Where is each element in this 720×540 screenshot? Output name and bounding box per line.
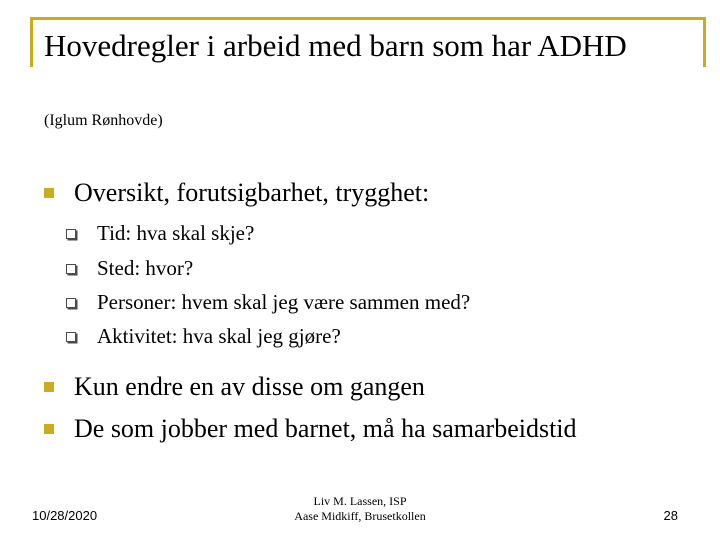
slide-subtitle: (Iglum Rønhovde) <box>44 112 163 129</box>
title-frame-top-rule <box>30 17 706 20</box>
title-frame-left-rule <box>30 17 33 67</box>
bullet-item-change-one: Kun endre en av disse om gangen <box>74 372 425 401</box>
footer-author-line2: Aase Midkiff, Brusetkollen <box>294 509 426 523</box>
hollow-square-bullet-icon <box>66 298 76 308</box>
hollow-square-bullet-icon <box>66 264 76 274</box>
slide-title: Hovedregler i arbeid med barn som har ADHD <box>44 28 627 63</box>
hollow-square-bullet-icon <box>66 229 76 239</box>
sub-bullet-persons: Personer: hvem skal jeg være sammen med? <box>97 290 471 314</box>
filled-square-bullet-icon <box>44 424 54 434</box>
footer-author-line1: Liv M. Lassen, ISP <box>313 494 407 508</box>
title-frame-right-rule <box>703 17 706 67</box>
bullet-item-collaboration: De som jobber med barnet, må ha samarbeidstid <box>74 414 577 443</box>
filled-square-bullet-icon <box>44 382 54 392</box>
footer-date: 10/28/2020 <box>32 508 98 523</box>
hollow-square-bullet-icon <box>66 332 76 342</box>
bullet-item-overview: Oversikt, forutsigbarhet, trygghet: <box>74 178 430 207</box>
sub-bullet-place: Sted: hvor? <box>97 256 194 280</box>
footer-authors <box>240 494 480 524</box>
sub-bullet-time: Tid: hva skal skje? <box>97 221 255 245</box>
page-number: 28 <box>663 508 678 523</box>
filled-square-bullet-icon <box>44 188 54 198</box>
sub-bullet-activity: Aktivitet: hva skal jeg gjøre? <box>97 324 341 348</box>
